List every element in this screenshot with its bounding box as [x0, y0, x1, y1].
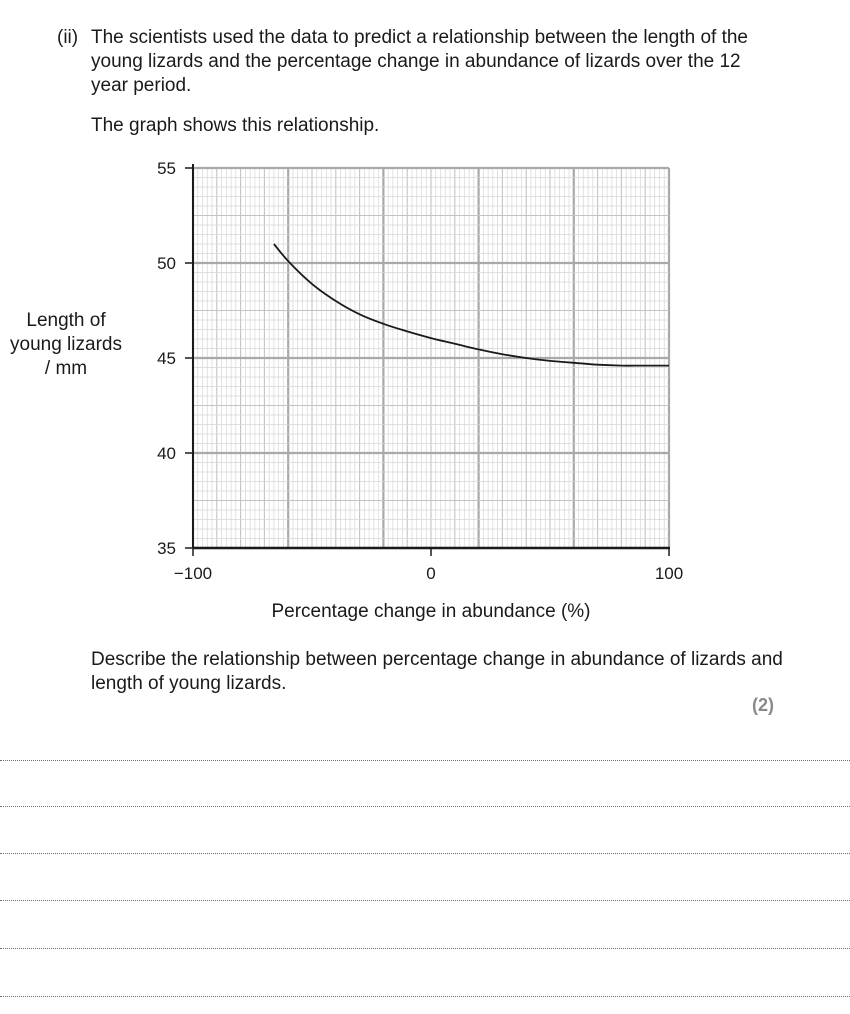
question-prompt: Describe the relationship between percentage change in abundance of lizards and length of young lizards.	[91, 649, 783, 694]
y-tick-label: 55	[157, 159, 176, 178]
answer-line[interactable]	[0, 996, 850, 997]
answer-line[interactable]	[0, 853, 850, 854]
y-axis-label-line: Length of	[26, 310, 106, 331]
y-axis-label-line: / mm	[44, 358, 88, 379]
x-tick-label: −100	[173, 564, 213, 583]
marks-indicator: (2)	[752, 695, 774, 715]
graph-intro-text: The graph shows this relationship.	[91, 115, 380, 136]
question-number: (ii)	[57, 27, 79, 48]
answer-line[interactable]	[0, 900, 850, 901]
y-axis-label-line: young lizards	[10, 334, 122, 355]
x-axis-label: Percentage change in abundance (%)	[271, 601, 591, 622]
x-tick-label: 100	[654, 564, 684, 583]
chart-grid	[193, 168, 669, 548]
x-tick-label: 0	[426, 564, 436, 583]
answer-line[interactable]	[0, 806, 850, 807]
question-text: The scientists used the data to predict a relationship between the length of the young lizards and the percentage change in abundance of lizards over the 12 year period.	[91, 27, 748, 96]
answer-line[interactable]	[0, 760, 850, 761]
y-tick-label: 35	[157, 539, 176, 558]
y-tick-label: 50	[157, 254, 176, 273]
y-tick-label: 40	[157, 444, 176, 463]
answer-line[interactable]	[0, 948, 850, 949]
y-tick-label: 45	[157, 349, 176, 368]
